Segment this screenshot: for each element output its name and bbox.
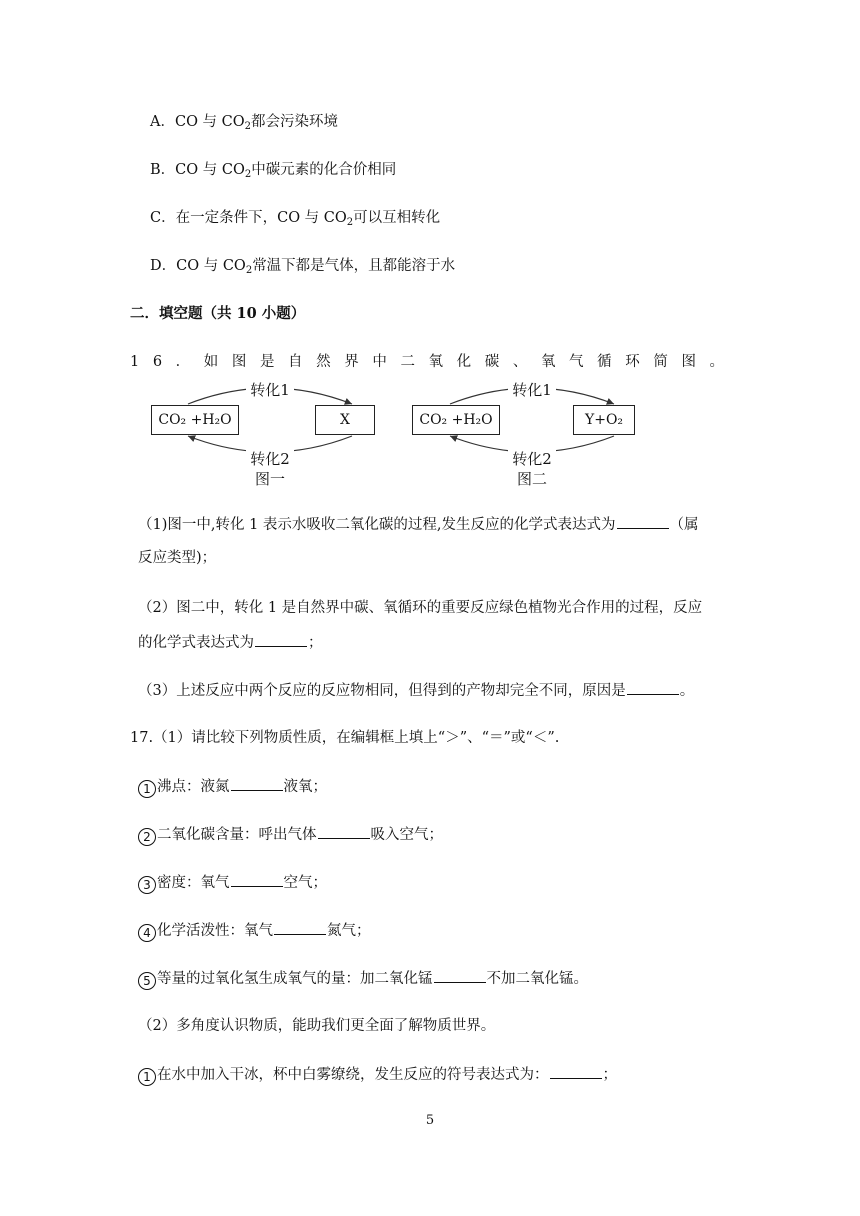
option-c-text-end: 可以互相转化 xyxy=(353,210,441,226)
q17-stem: 17.（1）请比较下列物质性质，在编辑框上填上“＞”、“＝”或“＜”. xyxy=(130,730,560,746)
q16-part1-text: （1)图一中,转化 1 表示水吸收二氧化碳的过程,发生反应的化学式表达式为 xyxy=(138,517,616,533)
q17-item-suffix: 吸入空气； xyxy=(370,827,443,843)
option-a xyxy=(150,112,338,132)
circled-number: 3 xyxy=(138,876,156,894)
section-title: 二．填空题（共 10 小题） xyxy=(130,305,306,322)
answer-blank[interactable] xyxy=(550,1064,602,1079)
diagram2-right-box: Y+O₂ xyxy=(573,405,635,435)
diagram1-caption: 图一 xyxy=(246,470,294,488)
circled-number: 4 xyxy=(138,924,156,942)
q17-item-suffix: 不加二氧化锰。 xyxy=(486,971,588,987)
subscript: 2 xyxy=(245,265,253,276)
diagram2-left-box: CO₂ +H₂O xyxy=(412,405,500,435)
q17-item-suffix: 空气； xyxy=(283,875,327,891)
answer-blank[interactable] xyxy=(627,680,679,695)
answer-blank[interactable] xyxy=(434,968,486,983)
option-d-text-end: 常温下都是气体，且都能溶于水 xyxy=(252,258,456,274)
circled-number: 1 xyxy=(138,780,156,798)
answer-blank[interactable] xyxy=(255,632,307,647)
subscript: 2 xyxy=(244,169,252,180)
diagram1-left-box: CO₂ +H₂O xyxy=(151,405,239,435)
q17-item-text: 沸点：液氮 xyxy=(157,779,230,795)
option-a-text-end: 都会污染环境 xyxy=(251,114,339,130)
subscript: 2 xyxy=(244,121,252,132)
diagram1-top-label: 转化1 xyxy=(246,381,294,399)
q16-part2-cont xyxy=(138,632,323,653)
q17-item-text: 化学活泼性：氧气 xyxy=(157,923,273,939)
answer-blank[interactable] xyxy=(231,776,283,791)
subscript: 2 xyxy=(346,217,354,228)
answer-blank[interactable] xyxy=(231,872,283,887)
q16-part3-suffix: 。 xyxy=(679,683,695,699)
option-b xyxy=(150,160,396,180)
option-d xyxy=(150,256,455,276)
q17-item-4 xyxy=(138,920,371,942)
circled-number: 2 xyxy=(138,828,156,846)
q16-part3-text: （3）上述反应中两个反应的反应物相同，但得到的产物却完全不同，原因是 xyxy=(138,683,626,699)
answer-blank[interactable] xyxy=(617,514,669,529)
q16-part2: （2）图二中，转化 1 是自然界中碳、氧循环的重要反应绿色植物光合作用的过程，反应 xyxy=(138,600,703,616)
option-d-text: D．CO 与 CO xyxy=(150,258,246,274)
q17-item-suffix: 氮气； xyxy=(327,923,371,939)
page-number: 5 xyxy=(425,1113,435,1128)
q17-item-text: 密度：氧气 xyxy=(157,875,230,891)
q16-stem: 16．如图是自然界中二氧化碳、氧气循环简图。 xyxy=(130,354,738,370)
diagram2-top-label: 转化1 xyxy=(508,381,556,399)
option-c-text: C．在一定条件下，CO 与 CO xyxy=(150,210,347,226)
diagram1-right-box: X xyxy=(315,405,375,435)
circled-number: 1 xyxy=(138,1068,156,1086)
diagram2-caption: 图二 xyxy=(508,470,556,488)
q17-item-3 xyxy=(138,872,327,894)
q17-item-text: 等量的过氧化氢生成氧气的量：加二氧化锰 xyxy=(157,971,433,987)
answer-blank[interactable] xyxy=(318,824,370,839)
diagram2-bottom-label: 转化2 xyxy=(508,450,556,468)
option-c xyxy=(150,208,440,228)
q17-item-text: 二氧化碳含量：呼出气体 xyxy=(157,827,317,843)
q16-part2-text: 的化学式表达式为 xyxy=(138,635,254,651)
option-a-text: A．CO 与 CO xyxy=(150,114,245,130)
q17-part2-item-1 xyxy=(138,1064,617,1086)
q16-part1 xyxy=(138,514,699,535)
q17-part2: （2）多角度认识物质，能助我们更全面了解物质世界。 xyxy=(138,1018,496,1034)
diagram1-bottom-label: 转化2 xyxy=(246,450,294,468)
q16-part1-cont: 反应类型)； xyxy=(138,550,217,566)
q17-item-5 xyxy=(138,968,588,990)
q17-part2-item-text: 在水中加入干冰，杯中白雾缭绕，发生反应的符号表达式为： xyxy=(157,1067,549,1083)
q17-part2-item-suffix: ； xyxy=(602,1067,617,1083)
q17-item-1 xyxy=(138,776,327,798)
q16-part3 xyxy=(138,680,694,701)
answer-blank[interactable] xyxy=(274,920,326,935)
option-b-text-end: 中碳元素的化合价相同 xyxy=(251,162,397,178)
q16-part2-suffix: ； xyxy=(308,635,323,651)
q17-item-suffix: 液氧； xyxy=(283,779,327,795)
q17-item-2 xyxy=(138,824,443,846)
q16-part1-suffix: （属 xyxy=(669,517,699,533)
circled-number: 5 xyxy=(138,972,156,990)
option-b-text: B．CO 与 CO xyxy=(150,162,245,178)
